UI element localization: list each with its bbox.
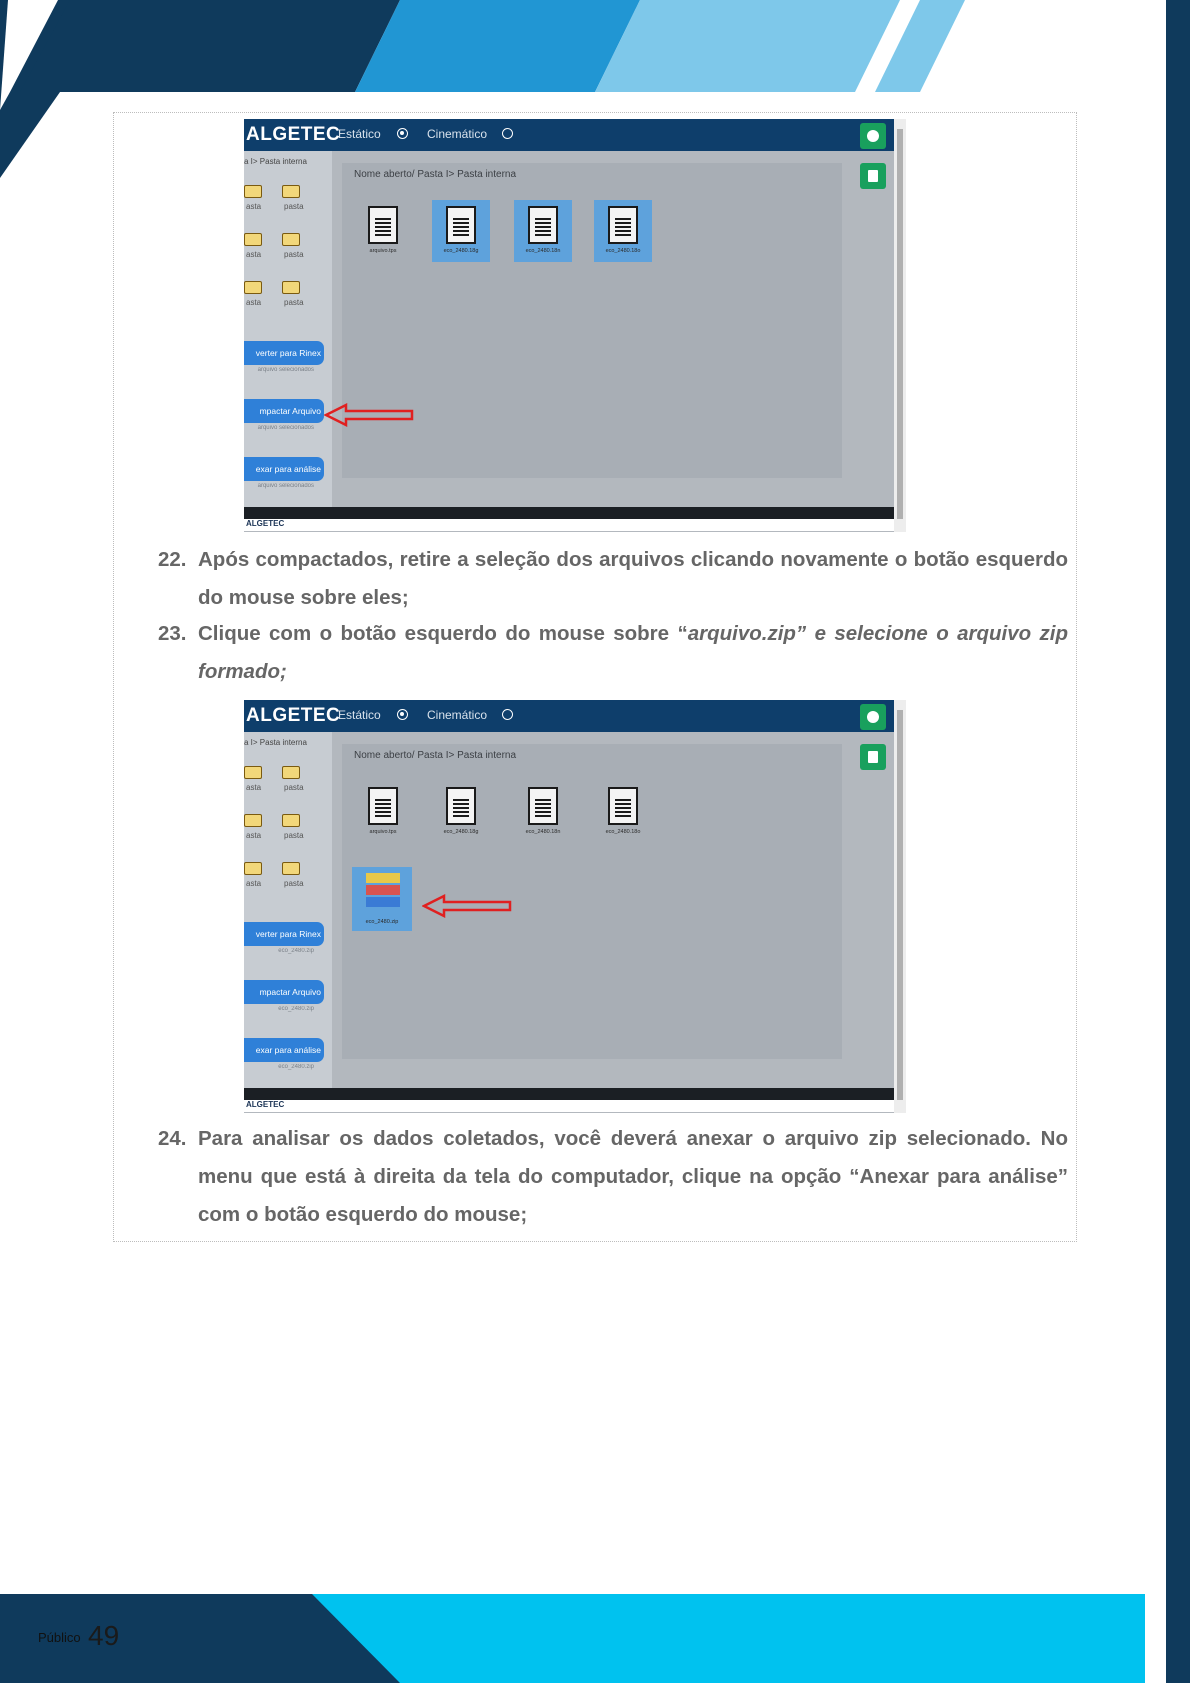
folder-icon[interactable] <box>244 766 262 779</box>
screenshot-1 <box>244 119 906 532</box>
footer-logo: ALGETEC <box>246 519 285 528</box>
folder-icon[interactable] <box>282 233 300 246</box>
file-name: eco_2480.zip <box>365 919 399 925</box>
mode-cinematic-label: Cinemático <box>427 127 488 141</box>
step-text-part: Clique com o botão esquerdo do mouse sobre “ <box>198 622 688 645</box>
settings-icon[interactable] <box>860 704 886 730</box>
folder-icon[interactable] <box>282 281 300 294</box>
mode-static-label: Estático <box>338 127 381 141</box>
file-path-breadcrumb: Nome aberto/ Pasta I> Pasta interna <box>354 750 517 761</box>
folder-label: asta <box>246 202 262 211</box>
document-icon <box>446 787 476 825</box>
screenshot-2 <box>244 700 906 1113</box>
step-23 <box>158 615 1068 691</box>
folder-label: asta <box>246 831 262 840</box>
app-topbar <box>244 700 906 732</box>
file-name: arquivo.tps <box>369 829 397 835</box>
zip-file-item-selected[interactable] <box>352 867 412 931</box>
compress-file-button[interactable]: mpactar Arquivo <box>244 399 324 423</box>
sidebar-breadcrumb: a I> Pasta interna <box>244 157 307 166</box>
app-bottom-bar <box>244 507 906 519</box>
folder-icon[interactable] <box>282 862 300 875</box>
convert-rinex-subtext: arquivo selecionados <box>257 367 314 373</box>
document-icon <box>608 787 638 825</box>
file-name: eco_2480.18n <box>525 248 561 254</box>
file-path-breadcrumb: Nome aberto/ Pasta I> Pasta interna <box>354 169 517 180</box>
file-name: eco_2480.18n <box>525 829 561 835</box>
step-text-italic: arquivo.zip” e selecione o arquivo zip formado; <box>198 622 1069 683</box>
folder-label: pasta <box>284 202 304 211</box>
file-name: eco_2480.18g <box>443 829 479 835</box>
folder-icon[interactable] <box>244 185 262 198</box>
folder-label: asta <box>246 879 262 888</box>
app-bottom-bar <box>244 1088 906 1100</box>
file-name: eco_2480.18o <box>605 829 641 835</box>
file-browser-panel <box>342 744 842 1059</box>
file-item-selected[interactable] <box>432 200 490 262</box>
notes-icon[interactable] <box>860 163 886 189</box>
folder-icon[interactable] <box>244 814 262 827</box>
step-24 <box>158 1120 1068 1234</box>
file-item[interactable] <box>354 200 412 262</box>
red-arrow-icon <box>324 403 414 427</box>
folder-icon[interactable] <box>244 281 262 294</box>
scrollbar[interactable] <box>894 700 906 1113</box>
scrollbar[interactable] <box>894 119 906 532</box>
step-text: Para analisar os dados coletados, você deverá anexar o arquivo zip selecionado. No menu que está à direita da tela do computador, clique na opção “Anexar para análise” com o botão esquerdo do mouse; <box>198 1127 1068 1226</box>
document-icon <box>446 206 476 244</box>
file-item-selected[interactable] <box>514 200 572 262</box>
file-browser-panel <box>342 163 842 478</box>
convert-rinex-subtext: eco_2480.zip <box>278 948 314 954</box>
folder-icon[interactable] <box>244 862 262 875</box>
settings-icon[interactable] <box>860 123 886 149</box>
folder-label: asta <box>246 250 262 259</box>
folder-icon[interactable] <box>282 185 300 198</box>
app-footer <box>244 519 906 531</box>
mode-cinematic-label: Cinemático <box>427 708 488 722</box>
folder-label: asta <box>246 783 262 792</box>
attach-analysis-subtext: eco_2480.zip <box>278 1064 314 1070</box>
file-item-selected[interactable] <box>594 200 652 262</box>
app-logo: ALGETEC <box>246 124 341 145</box>
mode-static-radio[interactable] <box>397 128 408 139</box>
folder-label: pasta <box>284 783 304 792</box>
convert-rinex-button[interactable]: verter para Rinex <box>244 922 324 946</box>
compress-file-subtext: eco_2480.zip <box>278 1006 314 1012</box>
document-icon <box>528 787 558 825</box>
attach-analysis-button[interactable]: exar para análise <box>244 457 324 481</box>
attach-analysis-button[interactable]: exar para análise <box>244 1038 324 1062</box>
footer-logo: ALGETEC <box>246 1100 285 1109</box>
sidebar-breadcrumb: a I> Pasta interna <box>244 738 307 747</box>
step-number: 23. <box>158 622 187 645</box>
compress-file-button[interactable]: mpactar Arquivo <box>244 980 324 1004</box>
file-item[interactable] <box>354 781 412 843</box>
folder-icon[interactable] <box>282 766 300 779</box>
folder-label: pasta <box>284 298 304 307</box>
mode-static-label: Estático <box>338 708 381 722</box>
attach-analysis-subtext: arquivo selecionados <box>257 483 314 489</box>
step-number: 24. <box>158 1127 187 1150</box>
app-logo: ALGETEC <box>246 705 341 726</box>
notes-icon[interactable] <box>860 744 886 770</box>
file-item[interactable] <box>514 781 572 843</box>
folder-label: asta <box>246 298 262 307</box>
zip-archive-icon <box>366 873 400 883</box>
app-topbar <box>244 119 906 151</box>
step-22 <box>158 541 1068 617</box>
file-item[interactable] <box>594 781 652 843</box>
classification-label: Público <box>38 1630 81 1645</box>
document-icon <box>608 206 638 244</box>
file-item[interactable] <box>432 781 490 843</box>
file-name: eco_2480.18o <box>605 248 641 254</box>
mode-static-radio[interactable] <box>397 709 408 720</box>
app-sidebar <box>244 151 332 508</box>
file-name: eco_2480.18g <box>443 248 479 254</box>
folder-label: pasta <box>284 879 304 888</box>
folder-icon[interactable] <box>282 814 300 827</box>
mode-cinematic-radio[interactable] <box>502 128 513 139</box>
document-icon <box>368 206 398 244</box>
folder-label: pasta <box>284 250 304 259</box>
app-footer <box>244 1100 906 1112</box>
file-name: arquivo.tps <box>369 248 397 254</box>
document-icon <box>368 787 398 825</box>
folder-icon[interactable] <box>244 233 262 246</box>
step-text <box>198 615 1068 691</box>
page-right-bar <box>1166 0 1190 1683</box>
app-sidebar <box>244 732 332 1089</box>
convert-rinex-button[interactable]: verter para Rinex <box>244 341 324 365</box>
page-number: 49 <box>88 1620 120 1651</box>
step-number: 22. <box>158 548 187 571</box>
step-text: Após compactados, retire a seleção dos arquivos clicando novamente o botão esquerdo do mouse sobre eles; <box>198 548 1068 609</box>
mode-cinematic-radio[interactable] <box>502 709 513 720</box>
red-arrow-icon <box>422 894 512 918</box>
document-icon <box>528 206 558 244</box>
folder-label: pasta <box>284 831 304 840</box>
compress-file-subtext: arquivo selecionados <box>257 425 314 431</box>
